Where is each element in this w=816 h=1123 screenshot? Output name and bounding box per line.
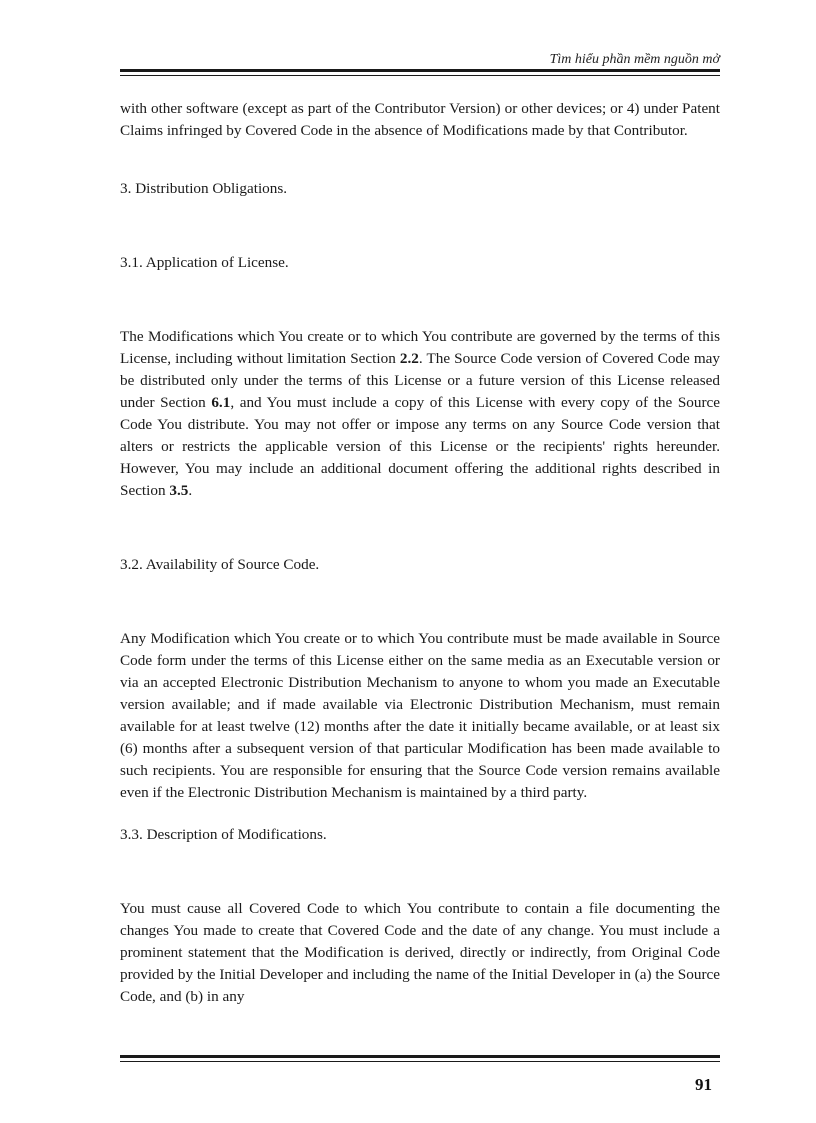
heading-3-1: 3.1. Application of License. (120, 254, 289, 271)
footer-rule-thin (120, 1061, 720, 1062)
paragraph-intro: with other software (except as part of the Contributor Version) or other devices; or 4) under Patent Claims infringed by Covered Code in the absence of Modifications made by that Contributor. (120, 100, 720, 139)
section-ref-3-5: 3.5 (169, 482, 189, 499)
heading-3-2: 3.2. Availability of Source Code. (120, 556, 320, 573)
paragraph-3-3: You must cause all Covered Code to which You contribute to contain a file documenting the changes You made to create that Covered Code and the date of any change. You must include a prominent statement that the Modification is derived, directly or indirectly, from Original Code provided by the Initial Developer and including the name of the Initial Developer in (a) the Source Code, and (b) in any (120, 900, 720, 1005)
heading-3: 3. Distribution Obligations. (120, 180, 288, 197)
header-rule-thin (120, 75, 720, 76)
heading-3-3: 3.3. Description of Modifications. (120, 826, 327, 843)
section-ref-2-2: 2.2 (399, 350, 419, 367)
footer-rule-thick (120, 1055, 720, 1058)
header-rule-thick (120, 69, 720, 72)
page-number: 91 (695, 1075, 712, 1094)
section-ref-6-1: 6.1 (211, 394, 231, 411)
running-header-title: Tìm hiểu phần mềm nguồn mở (549, 52, 720, 67)
paragraph-3-2: Any Modification which You create or to which You contribute must be made available in Source Code form under the terms of this License either on the same media as an Executable version or via an accepted Electronic Distribution Mechanism to anyone to whom you made an Executable version available; and if made available via Electronic Distribution Mechanism, must remain available for at least twelve (12) months after the date it initially became available, or at least six (6) months after a subsequent version of that particular Modification has been made available to such recipients. You are responsible for ensuring that the Source Code version remains available even if the Electronic Distribution Mechanism is maintained by a third party. (120, 630, 720, 801)
body-text (120, 98, 720, 1008)
paragraph-3-1: The Modifications which You create or to which You contribute are governed by the terms of this License, including without limitation Section 2.2. The Source Code version of Covered Code may be distributed only under the terms of this License or a future version of this License released under Section 6.1, and You must include a copy of this License with every copy of the Source Code You distribute. You may not offer or impose any terms on any Source Code version that alters or restricts the applicable version of this License or the recipients' rights hereunder. However, You may include an additional document offering the additional rights described in Section 3.5. (120, 328, 720, 499)
